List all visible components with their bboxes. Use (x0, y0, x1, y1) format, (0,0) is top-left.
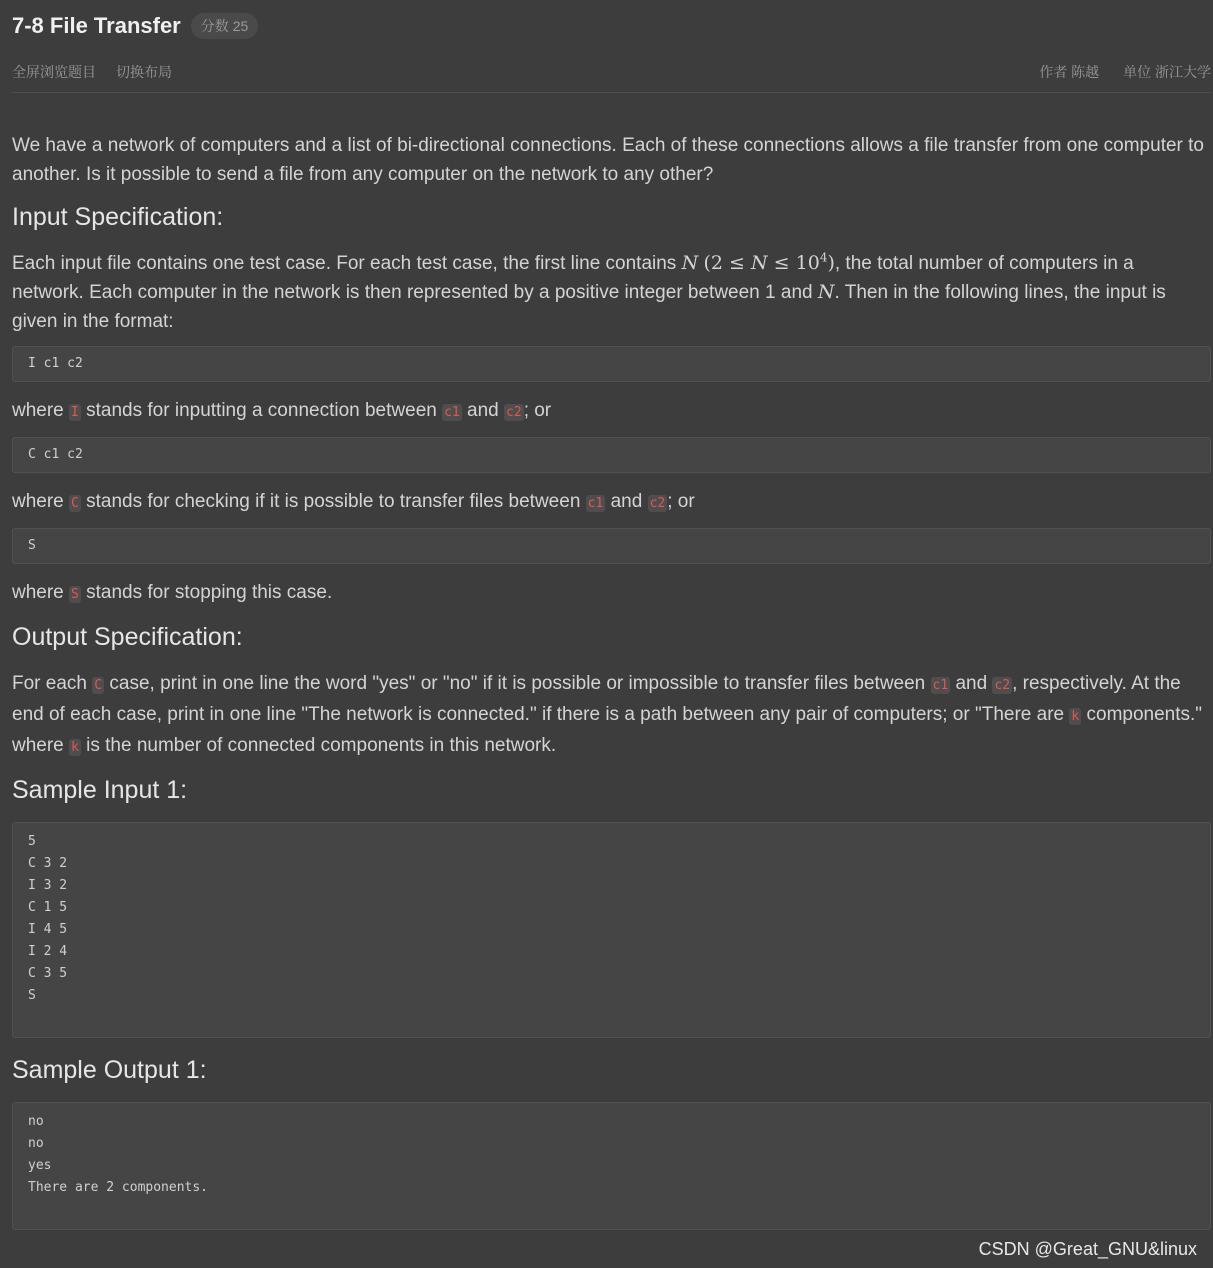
math-n: N (681, 252, 699, 274)
input-spec-heading: Input Specification: (12, 203, 224, 231)
inline-code-k: k (71, 740, 79, 755)
math-n-2: N (751, 252, 768, 274)
output-text-e: is the number of connected components in this network. (86, 735, 557, 756)
and-text: and (467, 400, 499, 421)
author-label: 作者 (1039, 64, 1068, 80)
inline-code-c2: c2 (994, 678, 1011, 693)
unit-name: 浙江大学 (1155, 64, 1211, 80)
stands-connect-text: stands for inputting a connection between (86, 400, 437, 421)
math-n-3: N (817, 281, 835, 303)
sample-output-block: no no yes There are 2 components. (12, 1102, 1211, 1230)
check-paragraph (12, 487, 1211, 518)
input-text-a: Each input file contains one test case. For each test case, the first line contains (12, 253, 677, 274)
inline-code-c2: c2 (649, 496, 666, 511)
stands-check-text: stands for checking if it is possible to transfer files between (86, 491, 581, 512)
sample-output-heading: Sample Output 1: (12, 1056, 207, 1084)
where-text: where (12, 582, 64, 603)
inline-code-c2: c2 (506, 405, 522, 420)
or-suffix: ; or (523, 400, 552, 421)
math-range-close: ) (827, 252, 835, 274)
math-range-open: (2 ≤ (703, 252, 751, 274)
stands-stop-text: stands for stopping this case. (86, 582, 333, 603)
or-suffix: ; or (667, 491, 695, 512)
inline-code-c1: c1 (444, 405, 460, 420)
intro-paragraph: We have a network of computers and a list of bi-directional connections. Each of these connections allows a file transfer from one computer to another. Is it possible to send a file from any computer on the network to any other? (12, 135, 1204, 185)
inline-code-s: S (71, 587, 79, 602)
inline-code-i: I (71, 405, 79, 420)
connect-paragraph (12, 396, 1211, 427)
author-info (1039, 62, 1099, 82)
output-text-a: For each (12, 673, 87, 694)
code-block-check: C c1 c2 (12, 437, 1211, 473)
where-text: where (12, 400, 64, 421)
inline-code-c: C (71, 496, 79, 511)
output-text-c: , respectively. At the end of each case, print in one line "The network is connected." if there is a path between any pair of computers; or "There are (12, 673, 1181, 725)
input-text-c: . Then in the following lines, the input is given in the format: (12, 282, 1166, 332)
score-value: 25 (232, 18, 249, 34)
stop-paragraph (12, 578, 1211, 609)
problem-title: 7-8 File Transfer (12, 13, 181, 38)
output-spec-heading: Output Specification: (12, 623, 243, 651)
output-text-d: components." where (12, 704, 1203, 756)
score-badge (191, 13, 259, 39)
inline-code-k: k (1071, 709, 1080, 724)
math-exponent: 4 (819, 250, 828, 265)
title-row (12, 0, 1211, 52)
input-spec-paragraph (12, 249, 1211, 336)
score-label: 分数 (200, 18, 229, 34)
sample-input-heading: Sample Input 1: (12, 776, 188, 804)
code-block-stop: S (12, 528, 1211, 564)
math-range-le: ≤ 10 (767, 252, 820, 274)
fullscreen-button[interactable]: 全屏浏览题目 (12, 64, 96, 80)
and-text: and (955, 673, 988, 694)
inline-code-c1: c1 (932, 678, 949, 693)
unit-label: 单位 (1123, 64, 1152, 80)
sample-input-block: 5 C 3 2 I 3 2 C 1 5 I 4 5 I 2 4 C 3 5 S (12, 822, 1211, 1038)
toolbar (12, 52, 1211, 93)
author-name: 陈越 (1071, 64, 1100, 80)
and-text: and (610, 491, 643, 512)
output-text-b: case, print in one line the word "yes" or "no" if it is possible or impossible to transfer files between (109, 673, 926, 694)
inline-code-c1: c1 (587, 496, 604, 511)
switch-layout-button[interactable]: 切换布局 (116, 64, 172, 80)
inline-code-c: C (94, 678, 103, 693)
unit-info (1123, 62, 1211, 82)
code-block-connect: I c1 c2 (12, 346, 1211, 382)
output-spec-paragraph (12, 669, 1211, 762)
where-text: where (12, 491, 64, 512)
input-text-b: , the total number of computers in a network. Each computer in the network is then represented by a positive integer between 1 and (12, 253, 1134, 303)
csdn-watermark: CSDN @Great_GNU&linux (978, 1239, 1197, 1259)
